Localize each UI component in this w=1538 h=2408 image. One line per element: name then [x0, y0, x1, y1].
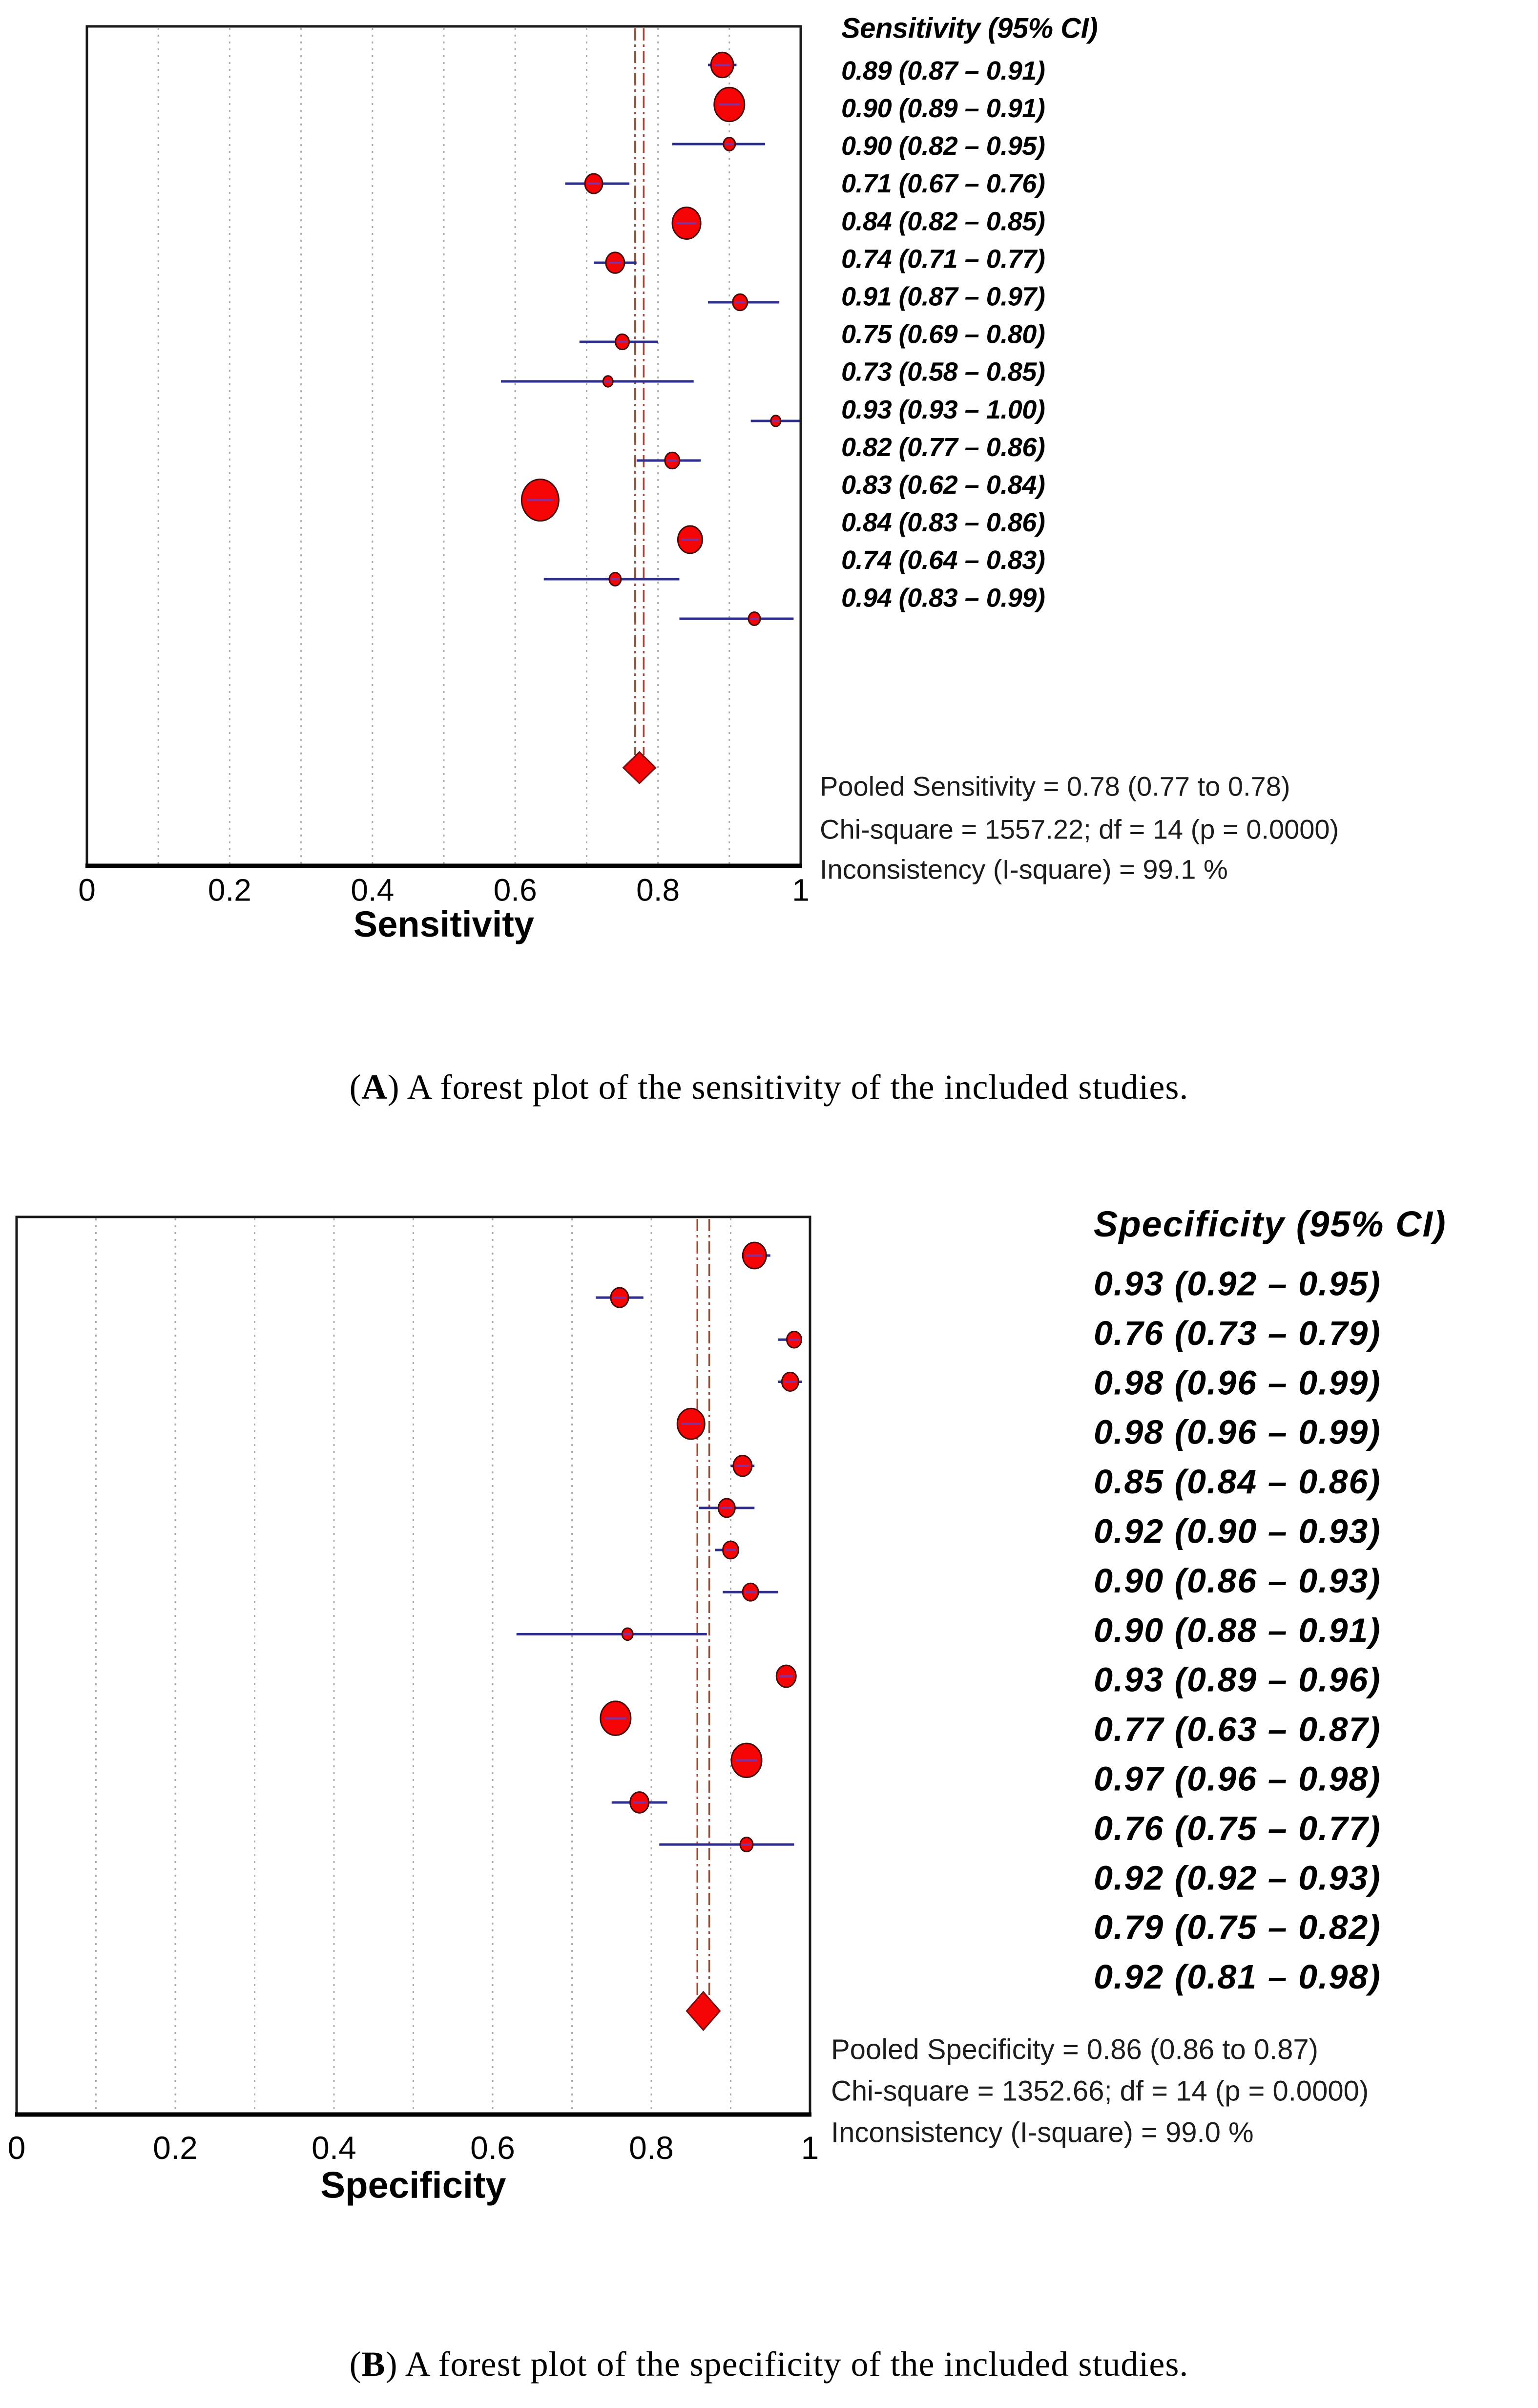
pooled-summary-line: Chi-square = 1557.22; df = 14 (p = 0.0000) [820, 814, 1339, 845]
caption-b-text: A forest plot of the specificity of the included studies. [397, 2345, 1189, 2384]
study-ci-label: 0.90 (0.89 – 0.91) [841, 94, 1045, 123]
caption-b-letter: B [361, 2345, 386, 2384]
study-ci-label: 0.85 (0.84 – 0.86) [1094, 1463, 1381, 1501]
study-ci-label: 0.90 (0.88 – 0.91) [1094, 1611, 1381, 1650]
study-ci-label: 0.92 (0.81 – 0.98) [1094, 1958, 1381, 1996]
study-ci-label: 0.74 (0.71 – 0.77) [841, 244, 1045, 274]
study-ci-label: 0.93 (0.92 – 0.95) [1094, 1264, 1381, 1303]
study-ci-label: 0.90 (0.82 – 0.95) [841, 131, 1045, 161]
study-ci-label: 0.82 (0.77 – 0.86) [841, 432, 1045, 462]
forest-panel-a [78, 12, 1339, 944]
x-tick-label: 1 [801, 2130, 819, 2166]
study-ci-label: 0.97 (0.96 – 0.98) [1094, 1759, 1381, 1798]
study-ci-label: 0.98 (0.96 – 0.99) [1094, 1413, 1381, 1451]
caption-b-paren-close: ) [385, 2345, 398, 2384]
pooled-diamond [624, 752, 656, 783]
study-ci-label: 0.92 (0.90 – 0.93) [1094, 1512, 1381, 1550]
study-ci-label: 0.98 (0.96 – 0.99) [1094, 1363, 1381, 1402]
pooled-summary-line: Inconsistency (I-square) = 99.0 % [831, 2116, 1254, 2149]
study-ci-label: 0.83 (0.62 – 0.84) [841, 470, 1045, 500]
study-ci-label: 0.84 (0.83 – 0.86) [841, 508, 1045, 538]
x-axis-title: Sensitivity [353, 903, 535, 944]
study-ci-label: 0.90 (0.86 – 0.93) [1094, 1561, 1381, 1600]
x-tick-label: 1 [792, 872, 810, 908]
study-ci-label: 0.74 (0.64 – 0.83) [841, 545, 1045, 575]
study-ci-label: 0.73 (0.58 – 0.85) [841, 357, 1045, 387]
plot-box-border [17, 1217, 810, 2115]
x-tick-label: 0.2 [153, 2130, 198, 2166]
x-tick-label: 0.8 [636, 872, 680, 908]
study-ci-label: 0.93 (0.89 – 0.96) [1094, 1660, 1381, 1699]
pooled-summary-line: Pooled Specificity = 0.86 (0.86 to 0.87) [831, 2033, 1318, 2066]
x-tick-label: 0.2 [208, 872, 251, 908]
study-ci-label: 0.91 (0.87 – 0.97) [841, 282, 1045, 312]
ci-column-header: Sensitivity (95% CI) [841, 12, 1098, 44]
x-tick-label: 0.6 [493, 872, 537, 908]
study-ci-label: 0.75 (0.69 – 0.80) [841, 319, 1045, 349]
study-ci-label: 0.92 (0.92 – 0.93) [1094, 1859, 1381, 1897]
pooled-summary-line: Chi-square = 1352.66; df = 14 (p = 0.0000) [831, 2075, 1369, 2107]
x-tick-label: 0.4 [312, 2130, 356, 2166]
study-ci-label: 0.76 (0.73 – 0.79) [1094, 1314, 1381, 1352]
caption-a [0, 1067, 1538, 1108]
study-ci-label: 0.84 (0.82 – 0.85) [841, 207, 1045, 236]
study-ci-label: 0.71 (0.67 – 0.76) [841, 169, 1045, 199]
caption-a-paren-open: ( [349, 1068, 362, 1107]
ci-column-header: Specificity (95% CI) [1094, 1203, 1447, 1244]
x-tick-label: 0.6 [470, 2130, 515, 2166]
pooled-summary-line: Pooled Sensitivity = 0.78 (0.77 to 0.78) [820, 771, 1290, 802]
caption-b [0, 2344, 1538, 2385]
x-axis-title: Specificity [320, 2164, 506, 2206]
x-tick-label: 0 [7, 2130, 26, 2166]
study-ci-label: 0.89 (0.87 – 0.91) [841, 56, 1045, 85]
study-ci-label: 0.94 (0.83 – 0.99) [841, 583, 1045, 613]
study-ci-label: 0.79 (0.75 – 0.82) [1094, 1908, 1381, 1947]
x-tick-label: 0.4 [351, 872, 395, 908]
caption-a-paren-close: ) [387, 1068, 400, 1107]
x-tick-label: 0 [78, 872, 96, 908]
caption-a-text: A forest plot of the sensitivity of the included studies. [399, 1068, 1189, 1107]
pooled-summary-line: Inconsistency (I-square) = 99.1 % [820, 854, 1228, 885]
study-ci-label: 0.77 (0.63 – 0.87) [1094, 1710, 1381, 1749]
study-ci-label: 0.93 (0.93 – 1.00) [841, 395, 1045, 424]
study-ci-label: 0.76 (0.75 – 0.77) [1094, 1809, 1381, 1847]
pooled-diamond [686, 1992, 720, 2030]
caption-b-paren-open: ( [349, 2345, 362, 2384]
x-tick-label: 0.8 [629, 2130, 674, 2166]
caption-a-letter: A [361, 1068, 388, 1107]
forest-panel-b [8, 1204, 1447, 2206]
